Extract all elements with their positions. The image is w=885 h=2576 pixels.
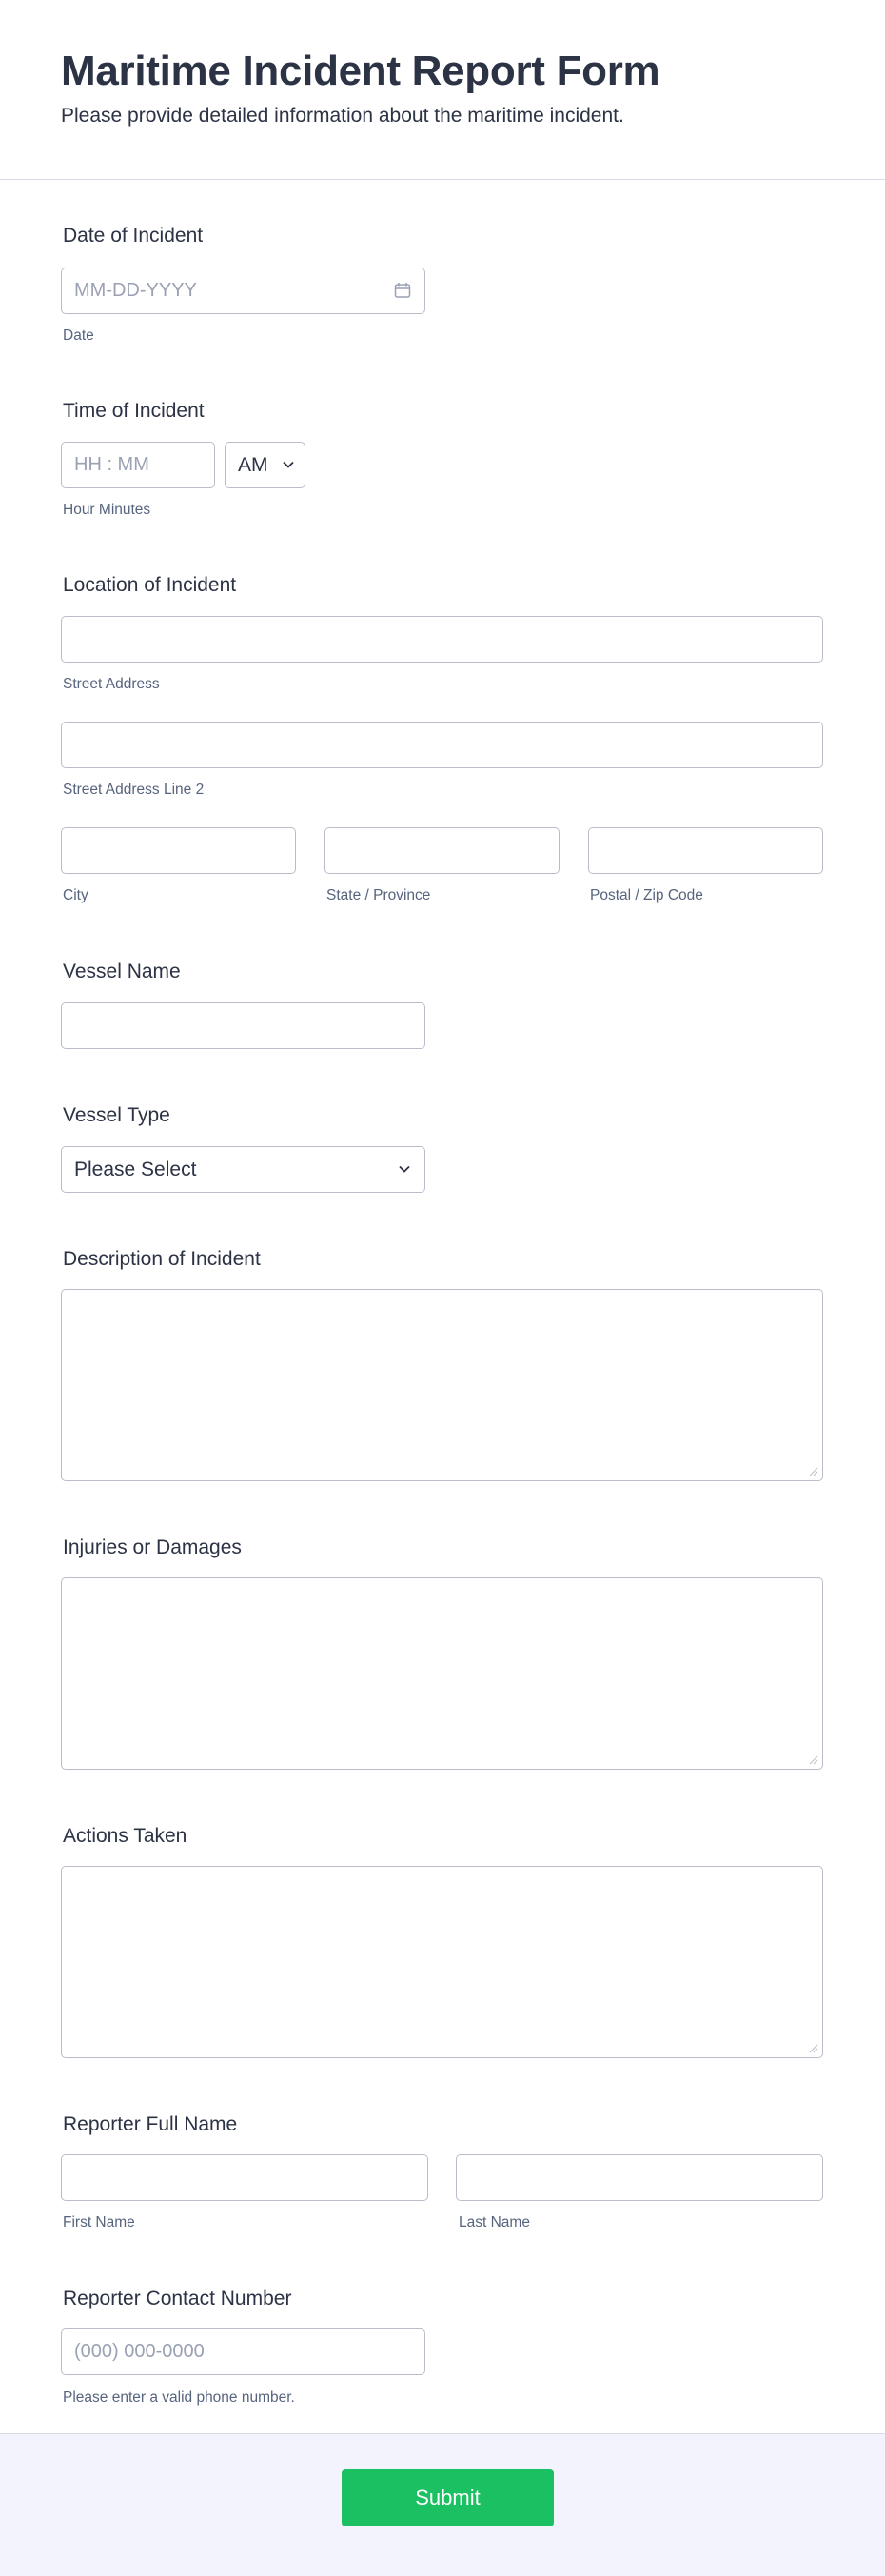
time-placeholder: HH : MM (74, 454, 149, 475)
date-of-incident-label: Date of Incident (63, 225, 204, 247)
reporter-name-label: Reporter Full Name (63, 2113, 238, 2135)
resize-grip-icon[interactable] (809, 1755, 818, 1765)
last-name-sublabel: Last Name (459, 2214, 530, 2230)
actions-label: Actions Taken (63, 1825, 187, 1847)
form-header (0, 0, 885, 180)
street-address-sublabel: Street Address (63, 676, 160, 692)
reporter-contact-label: Reporter Contact Number (63, 2288, 292, 2309)
date-sublabel: Date (63, 327, 94, 344)
resize-grip-icon[interactable] (809, 1467, 818, 1476)
street-address-line2-input[interactable] (61, 722, 823, 768)
postal-code-input[interactable] (588, 827, 823, 874)
submit-button[interactable]: Submit (342, 2469, 554, 2526)
ampm-value: AM (238, 454, 268, 476)
state-province-sublabel: State / Province (326, 887, 431, 903)
time-of-incident-label: Time of Incident (63, 400, 205, 422)
state-province-input[interactable] (324, 827, 560, 874)
location-of-incident-label: Location of Incident (63, 574, 237, 596)
ampm-select[interactable] (225, 442, 305, 488)
first-name-input[interactable] (61, 2154, 428, 2201)
description-label: Description of Incident (63, 1248, 261, 1270)
phone-placeholder: (000) 000-0000 (74, 2341, 205, 2362)
form-subtitle: Please provide detailed information about the maritime incident. (61, 105, 624, 127)
postal-code-sublabel: Postal / Zip Code (590, 887, 703, 903)
vessel-name-label: Vessel Name (63, 961, 181, 982)
description-textarea[interactable] (61, 1289, 823, 1481)
city-sublabel: City (63, 887, 88, 903)
vessel-type-selected: Please Select (74, 1159, 197, 1180)
street-address-line2-sublabel: Street Address Line 2 (63, 782, 205, 798)
date-placeholder: MM-DD-YYYY (74, 280, 197, 301)
time-sublabel: Hour Minutes (63, 502, 151, 518)
date-input[interactable] (61, 268, 425, 314)
time-input[interactable] (61, 442, 215, 488)
form-title: Maritime Incident Report Form (61, 48, 660, 94)
calendar-icon[interactable] (394, 282, 411, 299)
city-input[interactable] (61, 827, 296, 874)
injuries-label: Injuries or Damages (63, 1536, 242, 1558)
vessel-type-select[interactable] (61, 1146, 425, 1193)
phone-input[interactable] (61, 2328, 425, 2375)
resize-grip-icon[interactable] (809, 2044, 818, 2053)
last-name-input[interactable] (456, 2154, 823, 2201)
chevron-down-icon (282, 458, 295, 471)
first-name-sublabel: First Name (63, 2214, 135, 2230)
chevron-down-icon (398, 1162, 411, 1176)
actions-textarea[interactable] (61, 1866, 823, 2058)
phone-sublabel: Please enter a valid phone number. (63, 2389, 295, 2406)
injuries-textarea[interactable] (61, 1577, 823, 1770)
street-address-input[interactable] (61, 616, 823, 663)
vessel-name-input[interactable] (61, 1002, 425, 1049)
vessel-type-label: Vessel Type (63, 1104, 170, 1126)
